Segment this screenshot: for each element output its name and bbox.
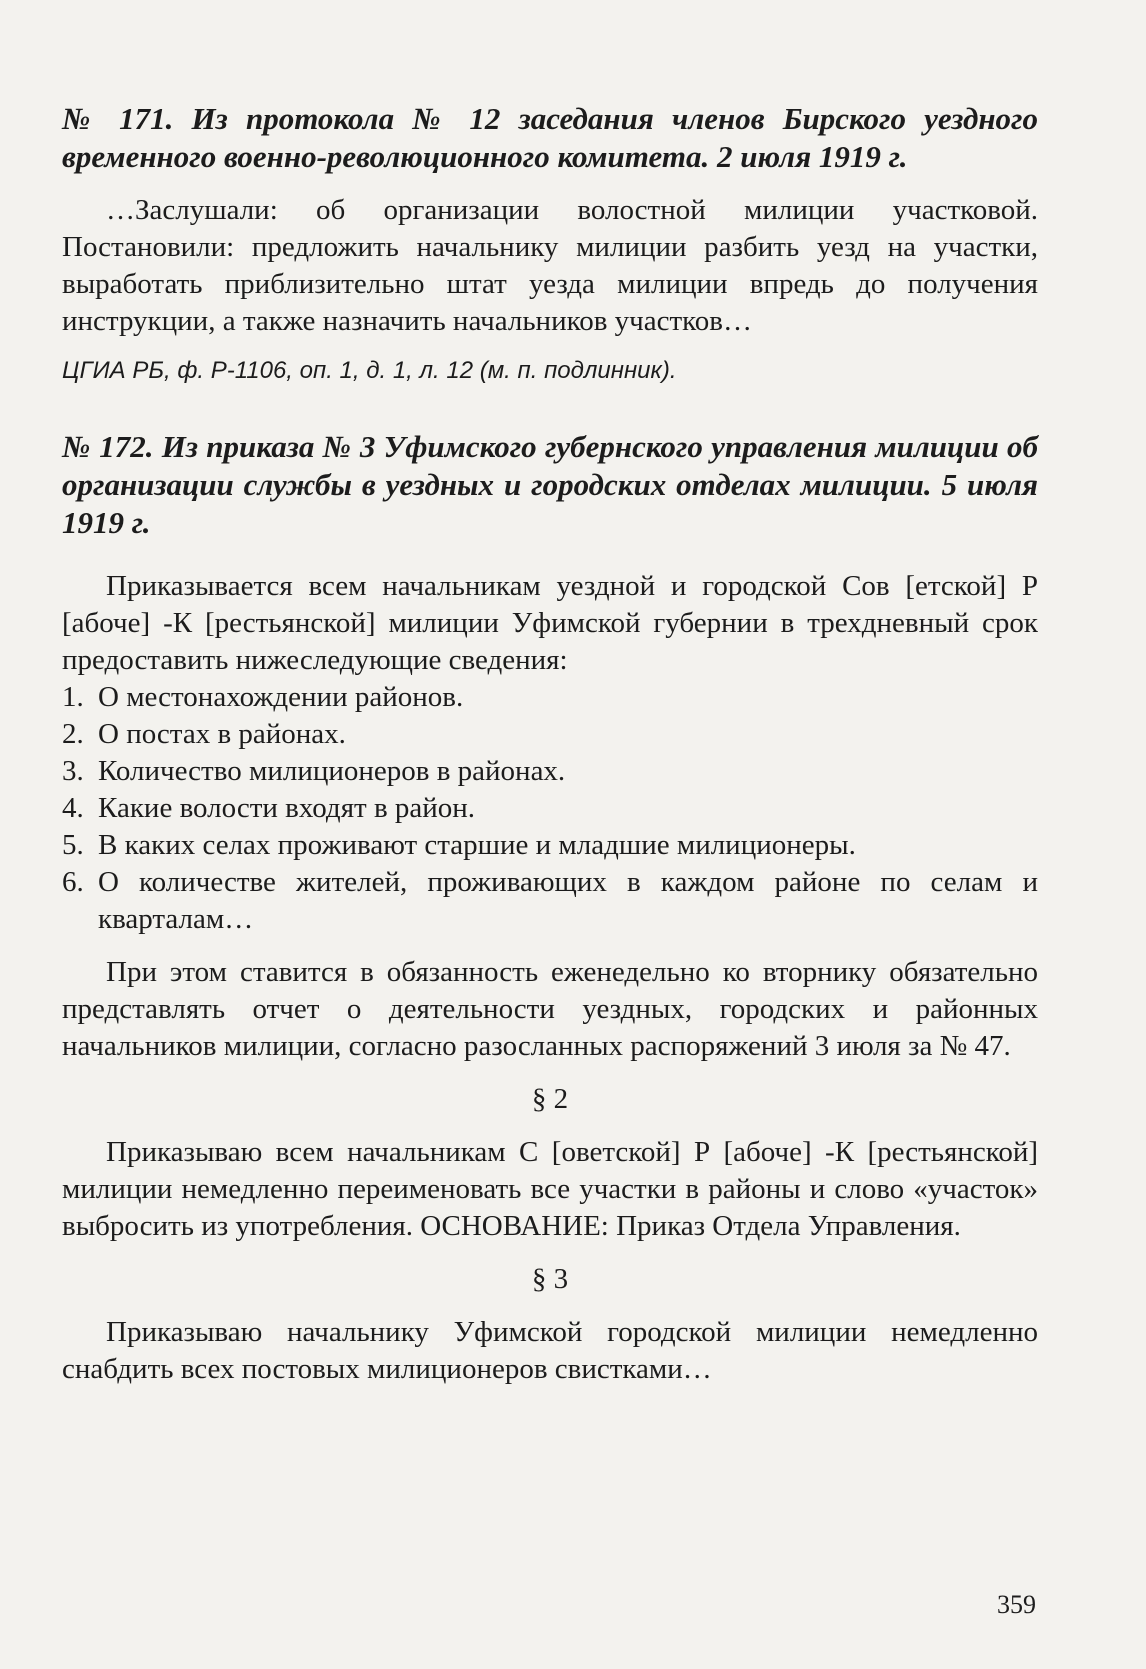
doc-172-intro: Приказывается всем начальникам уездной и городской Сов [етской] Р [абоче] -К [рестьянской] милиции Уфимской губернии в трехдневный срок предоставить нижеследующие сведения: [62,570,1038,676]
list-item-number: 5. [62,829,84,861]
section-2-mark: § 2 [531,1083,569,1115]
document-page [62,100,1038,1388]
list-item [62,679,1038,716]
list-item-text: О местонахождении районов. [98,681,464,713]
list-item-number: 2. [62,718,84,750]
list-item-text: В каких селах проживают старшие и младшие милиционеры. [98,829,856,861]
list-item [62,790,1038,827]
list-item [62,827,1038,864]
list-item-text: Какие волости входят в район. [98,792,476,824]
section-3-text: Приказываю начальнику Уфимской городской милиции немедленно снабдить всех постовых милиционеров свистками… [62,1316,1038,1385]
list-item-number: 4. [62,792,84,824]
list-item-text: О постах в районах. [98,718,346,750]
list-item [62,864,1038,938]
doc-172-title: № 172. Из приказа № 3 Уфимского губернского управления милиции об организации службы в уездных и городских отделах милиции. 5 июля 1919 г. [62,429,1038,540]
list-item-number: 1. [62,681,84,713]
section-2-text: Приказываю всем начальникам С [оветской] Р [абоче] -К [рестьянской] милиции немедленно переименовать все участки в районы и слово «участок» выбросить из употребления. ОСНОВАНИЕ: Приказ Отдела Управления. [62,1136,1038,1242]
doc-171-body: …Заслушали: об организации волостной милиции участковой. Постановили: предложить начальнику милиции разбить уезд на участки, выработать приблизительно штат уезда милиции впредь до получения инструкции, а также назначить начальников участков… [62,194,1038,337]
list-item-text: Количество милиционеров в районах. [98,755,566,787]
doc-172-items-list [62,679,1038,938]
list-item-number: 3. [62,755,84,787]
list-item [62,753,1038,790]
list-item [62,716,1038,753]
section-3-mark: § 3 [531,1263,569,1295]
doc-172-obligation: При этом ставится в обязанность еженедельно ко вторнику обязательно представлять отчет о деятельности уездных, городских и районных начальников милиции, согласно разосланных распоряжений 3 июля за № 47. [62,956,1038,1062]
page-number: 359 [997,1590,1036,1619]
doc-171-title: № 171. Из протокола № 12 заседания членов Бирского уездного временного военно-революционного комитета. 2 июля 1919 г. [62,101,1038,174]
list-item-text: О количестве жителей, проживающих в каждом районе по селам и кварталам… [98,866,1038,935]
list-item-number: 6. [62,866,84,898]
doc-171-source: ЦГИА РБ, ф. Р-1106, оп. 1, д. 1, л. 12 (м. п. подлинник). [62,357,677,384]
